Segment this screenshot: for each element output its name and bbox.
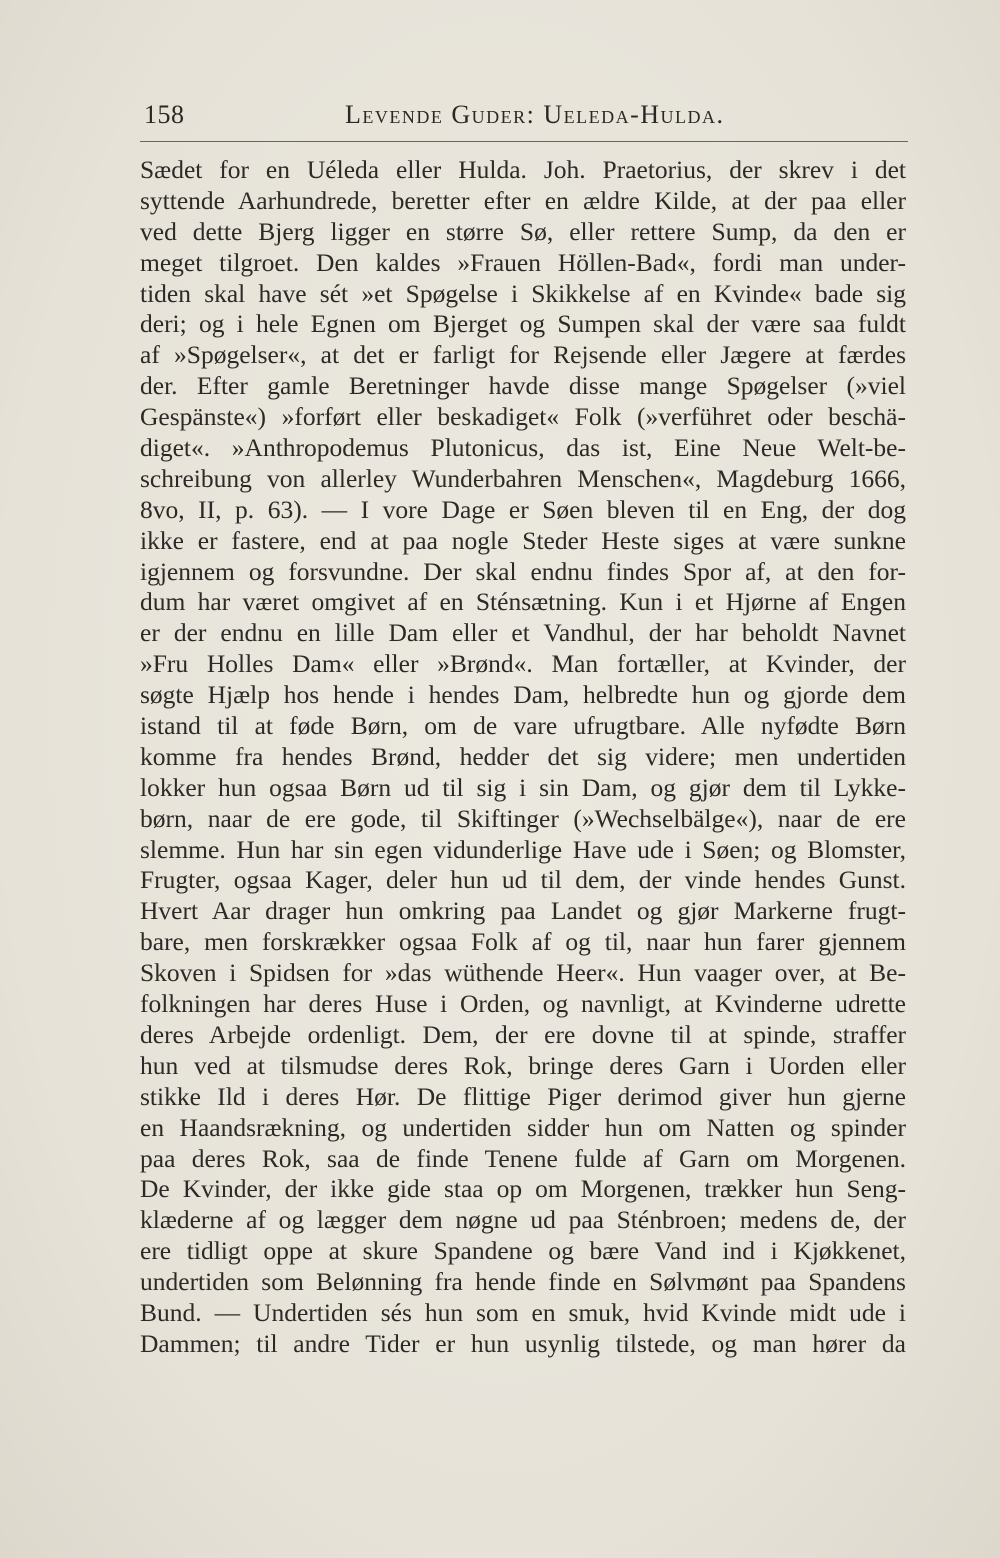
text-line: søgte Hjælp hos hende i hendes Dam, helbredte hun og gjorde dem — [140, 680, 906, 710]
text-line: deri; og i hele Egnen om Bjerget og Sumpen skal der være saa fuldt — [140, 309, 906, 339]
text-line: Frugter, ogsaa Kager, deler hun ud til dem, der vinde hendes Gunst. — [140, 865, 906, 895]
text-line: schreibung von allerley Wunderbahren Menschen«, Magdeburg 1666, — [140, 463, 906, 493]
text-line: Gespänste«) »forført eller beskadiget« Folk (»verführet oder beschä- — [140, 402, 906, 432]
text-line: istand til at føde Børn, om de vare ufrugtbare. Alle nyfødte Børn — [140, 711, 906, 741]
text-line: der. Efter gamle Beretninger havde disse mange Spøgelser (»viel — [140, 371, 906, 401]
text-line: ved dette Bjerg ligger en større Sø, eller rettere Sump, da den er — [140, 216, 906, 246]
text-line: stikke Ild i deres Hør. De flittige Piger derimod giver hun gjerne — [140, 1081, 906, 1111]
text-line: Bund. — Undertiden sés hun som en smuk, hvid Kvinde midt ude i — [140, 1297, 906, 1327]
text-line: deres Arbejde ordenligt. Dem, der ere dovne til at spinde, straffer — [140, 1019, 906, 1049]
text-line: Sædet for en Uéleda eller Hulda. Joh. Praetorius, der skrev i det — [140, 155, 906, 184]
text-line: hun ved at tilsmudse deres Rok, bringe deres Garn i Uorden eller — [140, 1050, 906, 1080]
text-line: igjennem og forsvundne. Der skal endnu findes Spor af, at den for- — [140, 556, 906, 586]
text-line: børn, naar de ere gode, til Skiftinger (»Wechselbälge«), naar de ere — [140, 803, 906, 833]
header-rule — [140, 141, 908, 142]
text-line: diget«. »Anthropodemus Plutonicus, das ist, Eine Neue Welt-be- — [140, 433, 906, 463]
text-line: slemme. Hun har sin egen vidunderlige Have ude i Søen; og Blomster, — [140, 834, 906, 864]
text-line: lokker hun ogsaa Børn ud til sig i sin Dam, og gjør dem til Lykke- — [140, 772, 906, 802]
text-line: De Kvinder, der ikke gide staa op om Morgenen, trækker hun Seng- — [140, 1174, 906, 1204]
running-head: Levende Guder: Ueleda-Hulda. — [345, 100, 725, 129]
text-line: er der endnu en lille Dam eller et Vandhul, der har beholdt Navnet — [140, 618, 906, 648]
page-header — [140, 100, 910, 140]
text-line: Dammen; til andre Tider er hun usynlig tilstede, og man hører da — [140, 1328, 906, 1358]
body-text — [140, 155, 906, 1360]
text-line: bare, men forskrækker ogsaa Folk af og til, naar hun farer gjennem — [140, 927, 906, 957]
text-line: undertiden som Belønning fra hende finde en Sølvmønt paa Spandens — [140, 1267, 906, 1297]
text-line: af »Spøgelser«, at det er farligt for Rejsende eller Jægere at færdes — [140, 340, 906, 370]
text-line: »Fru Holles Dam« eller »Brønd«. Man fortæller, at Kvinder, der — [140, 649, 906, 679]
text-line: paa deres Rok, saa de finde Tenene fulde af Garn om Morgenen. — [140, 1143, 906, 1173]
text-line: meget tilgroet. Den kaldes »Frauen Höllen-Bad«, fordi man under- — [140, 247, 906, 277]
text-line: tiden skal have sét »et Spøgelse i Skikkelse af en Kvinde« bade sig — [140, 278, 906, 308]
text-line: Hvert Aar drager hun omkring paa Landet og gjør Markerne frugt- — [140, 896, 906, 926]
text-line: klæderne af og lægger dem nøgne ud paa Sténbroen; medens de, der — [140, 1205, 906, 1235]
text-line: ikke er fastere, end at paa nogle Steder Heste siges at være sunkne — [140, 525, 906, 555]
text-line: komme fra hendes Brønd, hedder det sig videre; men undertiden — [140, 741, 906, 771]
text-line: dum har været omgivet af en Sténsætning. Kun i et Hjørne af Engen — [140, 587, 906, 617]
text-line: syttende Aarhundrede, beretter efter en ældre Kilde, at der paa eller — [140, 185, 906, 215]
text-line: Skoven i Spidsen for »das wüthende Heer«. Hun vaager over, at Be- — [140, 958, 906, 988]
text-line: 8vo, II, p. 63). — I vore Dage er Søen bleven til en Eng, der dog — [140, 494, 906, 524]
text-line: folkningen har deres Huse i Orden, og navnligt, at Kvinderne udrette — [140, 989, 906, 1019]
text-line: ere tidligt oppe at skure Spandene og bære Vand ind i Kjøkkenet, — [140, 1236, 906, 1266]
text-line: en Haandsrækning, og undertiden sidder hun om Natten og spinder — [140, 1112, 906, 1142]
page-number: 158 — [144, 100, 185, 129]
